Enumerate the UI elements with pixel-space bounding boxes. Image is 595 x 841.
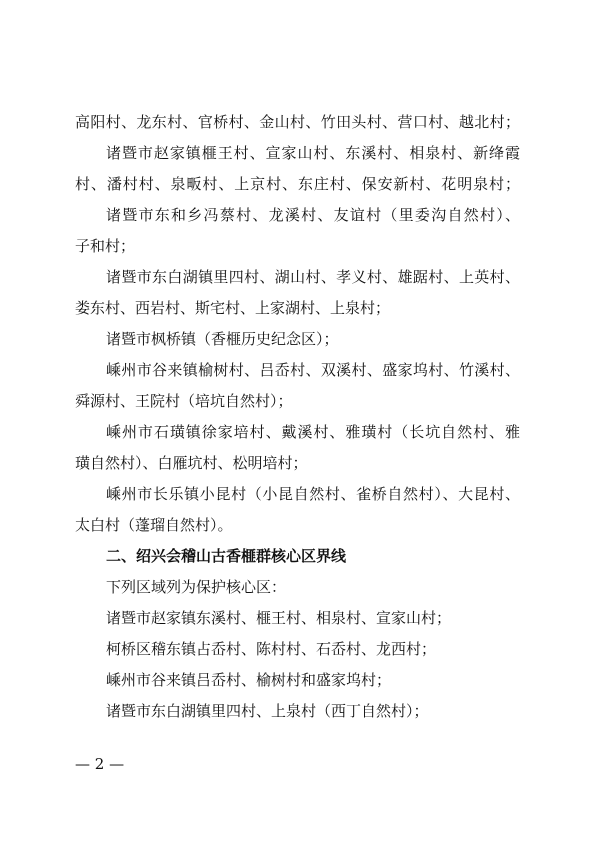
paragraph-line: 娄东村、西岩村、斯宅村、上家湖村、上泉村； bbox=[75, 299, 391, 317]
paragraph-line: 舜源村、王院村（培坑自然村）； bbox=[75, 392, 293, 410]
paragraph-line: 璜自然村）、白雁坑村、松明培村； bbox=[75, 454, 308, 472]
paragraph-line: 太白村（蓬瑠自然村）。 bbox=[75, 516, 233, 534]
paragraph-line: 嵊州市石璜镇徐家培村、戴溪村、雅璜村（长坑自然村、雅 bbox=[106, 423, 520, 441]
paragraph-line: 诸暨市东和乡冯蔡村、龙溪村、友谊村（里委沟自然村）、 bbox=[106, 206, 520, 224]
paragraph bbox=[75, 138, 520, 200]
paragraph-line: 嵊州市谷来镇吕岙村、榆树村和盛家坞村； bbox=[106, 671, 392, 689]
paragraph-line: 嵊州市谷来镇榆树村、吕岙村、双溪村、盛家坞村、竹溪村、 bbox=[106, 361, 520, 379]
paragraph-line: 高阳村、龙东村、官桥村、金山村、竹田头村、营口村、越北村； bbox=[75, 113, 520, 131]
paragraph bbox=[75, 417, 520, 479]
paragraph bbox=[75, 324, 520, 355]
paragraph bbox=[75, 479, 520, 541]
page-number: — 2 — bbox=[75, 755, 125, 773]
document-body bbox=[75, 107, 520, 727]
paragraph-line: 诸暨市枫桥镇（香榧历史纪念区）； bbox=[106, 330, 339, 348]
paragraph bbox=[75, 200, 520, 262]
paragraph-line: 诸暨市赵家镇东溪村、榧王村、相泉村、宣家山村； bbox=[106, 609, 452, 627]
paragraph bbox=[75, 355, 520, 417]
paragraph-line: 子和村； bbox=[75, 237, 136, 255]
paragraph bbox=[75, 107, 520, 138]
paragraph-line: 诸暨市东白湖镇里四村、上泉村（西丁自然村）； bbox=[106, 702, 429, 720]
paragraph-line: 下列区域列为保护核心区： bbox=[106, 578, 287, 596]
paragraph-line: 柯桥区稽东镇占岙村、陈村村、石岙村、龙西村； bbox=[106, 640, 437, 658]
paragraph-line: 诸暨市赵家镇榧王村、宣家山村、东溪村、相泉村、新绛霞 bbox=[106, 144, 520, 162]
paragraph bbox=[75, 262, 520, 324]
paragraph-line: 村、潘村村、泉畈村、上京村、东庄村、保安新村、花明泉村； bbox=[75, 175, 520, 193]
section-heading: 二、绍兴会稽山古香榧群核心区界线 bbox=[106, 547, 347, 565]
paragraph-line: 嵊州市长乐镇小昆村（小昆自然村、雀桥自然村）、大昆村、 bbox=[106, 485, 520, 503]
paragraph-line: 诸暨市东白湖镇里四村、湖山村、孝义村、雄踞村、上英村、 bbox=[106, 268, 520, 286]
